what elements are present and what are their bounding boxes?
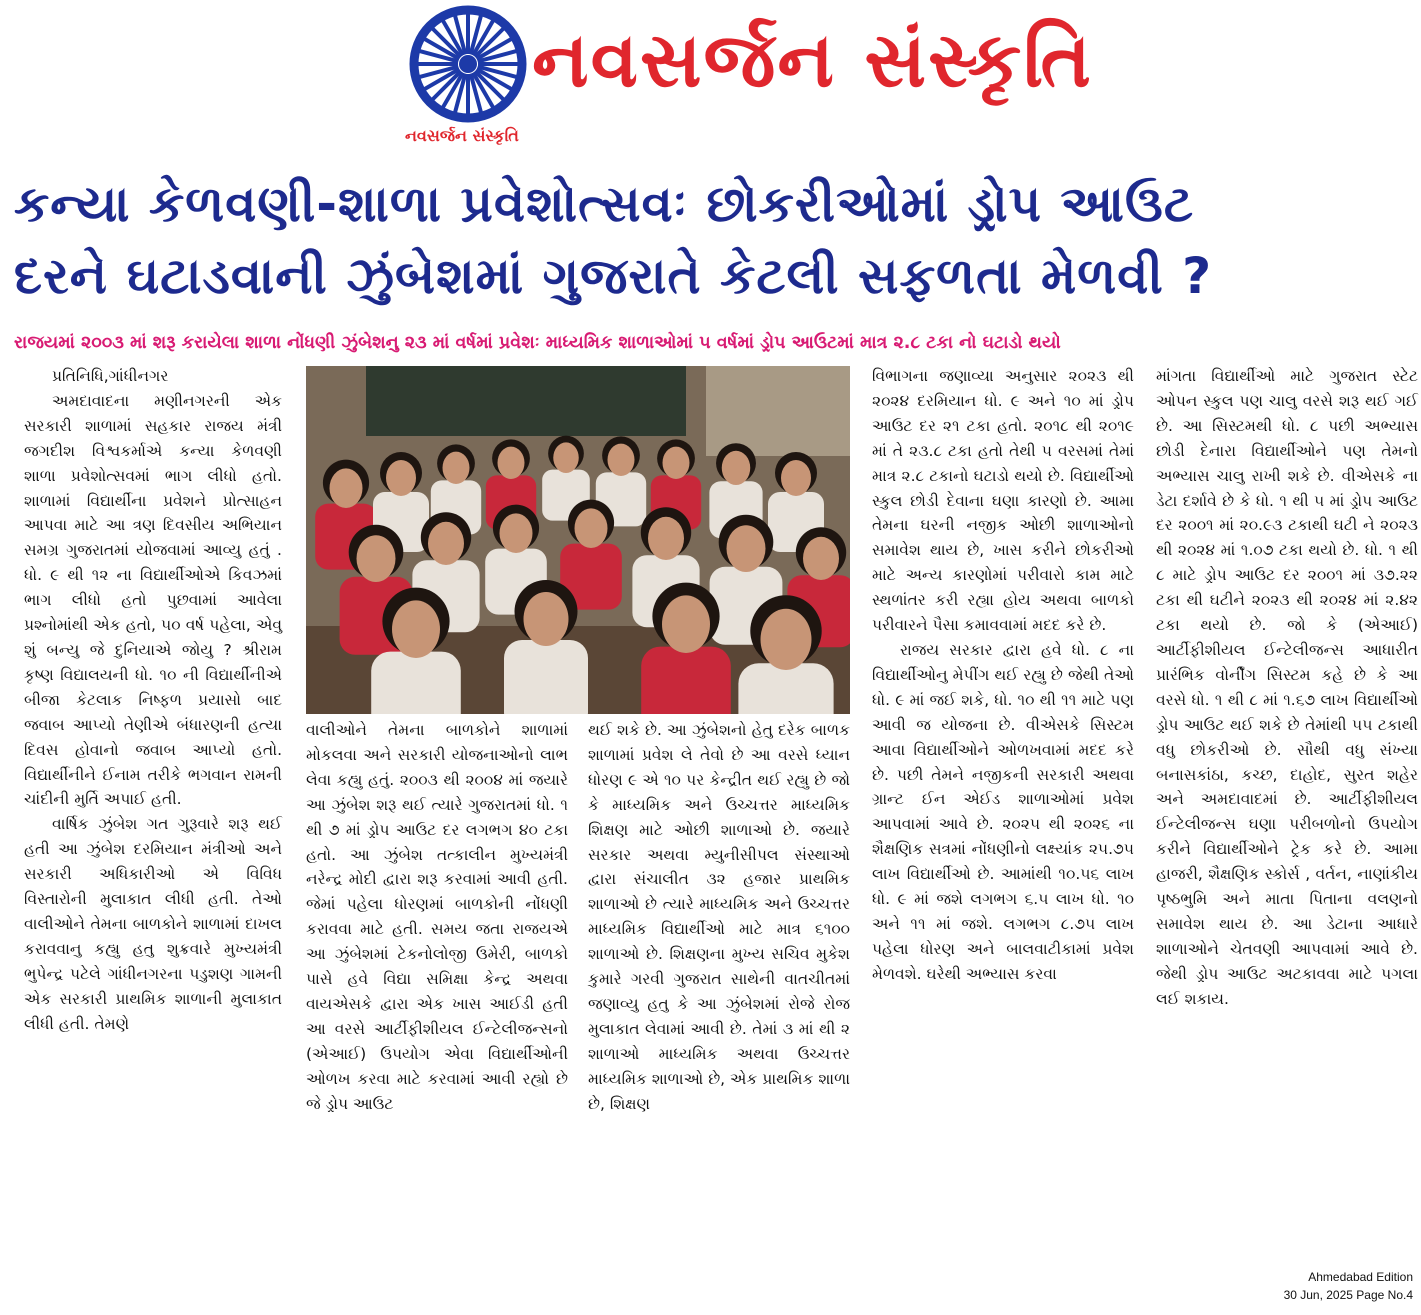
student-face bbox=[443, 452, 470, 484]
student-face bbox=[662, 595, 710, 653]
brand-title: નવસર્જન સંસ્કૃતિ bbox=[532, 15, 1093, 104]
student-face bbox=[803, 537, 839, 580]
paragraph: વાર્ષિક ઝુંબેશ ગત ગુરૂવારે શરૂ થઈ હતી આ ઝુંબેશ દરમિયાન મંત્રીઓ અને સરકારી અધિકારીઓ એ વિવિધ વિસ્તારોની મુલાકાત લીધી હતી. તેઓ વાલીઓને તેમના બાળકોને શાળામાં દાખલ કરાવવાનુ કહ્યુ હતુ શુક્રવારે મુખ્યમંત્રી ભુપેન્દ્ર પટેલે ગાંધીનગરના પડુશણ ગામની એક સરકારી પ્રાથમિક શાળાની મુલાકાત લીધી હતી. તેમણે bbox=[24, 815, 282, 1033]
ashoka-chakra-icon bbox=[408, 4, 528, 124]
headline bbox=[14, 168, 1414, 312]
classroom-students-photo bbox=[306, 366, 850, 714]
paragraph: વિભાગના જણાવ્યા અનુસાર ૨૦૨૩ થી ૨૦૨૪ દરમિયાન ધો. ૯ અને ૧૦ માં ડ્રોપ આઉટ દર ૨૧ ટકા હતો. ૨૦૧૮ થી ૨૦૧૯ માં તે ૨૩.૮ ટકા હતો તેથી ૫ વરસમાં તેમાં માત્ર ૨.૮ ટકાનો ઘટાડો થયો છે. વિદ્યાર્થીઓ સ્કુલ છોડી દેવાના ઘણા કારણો છે. આમા તેમના ઘરની નજીક ઓછી શાળાઓનો સમાવેશ થાય છે, ખાસ કરીને છોકરીઓ માટે અન્ય કારણોમાં પરીવારો કામ માટે સ્થળાંતર કરી રહ્યા હોય અથવા બાળકો પરીવારને પૈસા કમાવવામાં મદદ કરે છે. bbox=[872, 367, 1134, 635]
headline-line-2: દરને ઘટાડવાની ઝુંબેશમાં ગુજરાતે કેટલી સફળતા મેળવી ? bbox=[14, 247, 1213, 305]
student-face bbox=[648, 517, 684, 560]
student-face bbox=[524, 592, 569, 646]
student-body bbox=[371, 652, 461, 714]
student-face bbox=[357, 535, 396, 582]
student-face bbox=[781, 460, 811, 496]
student-body bbox=[504, 640, 588, 714]
paragraph: માંગતા વિદ્યાર્થીઓ માટે ગુજરાત સ્ટેટ ઓપન સ્કુલ પણ ચાલુ વરસે શરૂ થઈ ગઈ છે. આ સિસ્ટમથી ધો. ૮ પછી અભ્યાસ છોડી દેનારા વિદ્યાર્થીઓને પણ તેમનો અભ્યાસ ચાલુ રાખી શકે છે. વીએસકે ના ડેટા દર્શાવે છે કે ધો. ૧ થી ૫ માં ડ્રોપ આઉટ દર ૨૦૦૧ માં ૨૦.૯૩ ટકાથી ઘટી ને ૨૦૨૩ થી ૨૦૨૪ માં ૧.૦૭ ટકા થયો છે. ધો. ૧ થી ૮ માટે ડ્રોપ આઉટ દર ૨૦૦૧ માં ૩૭.૨૨ ટકા થી ઘટીને ૨૦૨૩ થી ૨૦૨૪ માં ૨.૪૨ ટકા થયો છે. જો કે (એઆઈ) આર્ટીફીશીયલ ઈન્ટેલીજન્સ આધારીત પ્રારંભિક વોર્નીંગ સિસ્ટમ કહે છે કે આ વરસે ધો. ૧ થી ૮ માં ૧.૬૭ લાખ વિદ્યાર્થીઓ ડ્રોપ આઉટ થઈ શકે છે તેમાંથી ૫૫ ટકાથી વધુ છોકરીઓ છે. સૌથી વધુ સંખ્યા બનાસકાંઠા, કચ્છ, દાહોદ, સુરત શહેર અને અમદાવાદમાં છે. આર્ટીફીશીયલ ઈન્ટેલીજન્સ ઘણા પરીબળોનો ઉપયોગ કરીને વિદ્યાર્થીઓને ટ્રેક કરે છે. આમા હાજરી, શૈક્ષણિક સ્કોર્સ , વર્તન, નાણાંકીય પૃષ્ઠભુમિ અને માતા પિતાના વલણનો સમાવેશ થાય છે. આ ડેટાના આધારે શાળાઓને ચેતવણી આપવામાં આવે છે. જેથી ડ્રોપ આઉટ અટકાવવા માટે પગલા લઈ શકાય. bbox=[1156, 367, 1418, 1008]
article-column-1 bbox=[24, 364, 282, 1264]
student-body bbox=[738, 663, 833, 714]
article-column-5 bbox=[1156, 364, 1418, 1264]
brand-subtitle: નવસર્જન સંસ્કૃતિ bbox=[405, 126, 519, 145]
student-face bbox=[575, 508, 608, 548]
page-footer bbox=[1284, 1268, 1413, 1304]
paragraph: અમદાવાદના મણીનગરની એક સરકારી શાળામાં સહકાર રાજય મંત્રી જગદીશ વિશ્વકર્માએ કન્યા કેળવણી શાળા પ્રવેશોત્સવમાં ભાગ લીધો હતો. શાળામાં વિદ્યાર્થીના પ્રવેશને પ્રોત્સાહન આપવા માટે આ ત્રણ દિવસીય અભિયાન સમગ્ર ગુજરાતમાં યોજવામાં આવ્યુ હતું . ધો. ૯ થી ૧૨ ના વિદ્યાર્થીઓએ કિવઝમાં ભાગ લીધો હતો પુછવામાં આવેલા પ્રશ્નોમાંથી એક હતો, ૫૦ વર્ષ પહેલા, એવુ શું બન્યુ જે દુનિયાએ જોયુ ? શ્રીરામ કૃષ્ણ વિદ્યાલયની ધો. ૧૦ ની વિદ્યાર્થીનીએ બીજા કેટલાક નિષ્ફળ પ્રયાસો બાદ જવાબ આપ્યો તેણીએ બંધારણની હત્યા દિવસ હોવાનો જવાબ આપ્યો હતો. વિદ્યાર્થીનીને ઈનામ તરીકે ભગવાન રામની ચાંદીની મુર્તિ અપાઈ હતી. bbox=[24, 391, 282, 809]
date-page-label: 30 Jun, 2025 Page No.4 bbox=[1283, 1288, 1413, 1302]
student-face bbox=[608, 444, 635, 476]
student-face bbox=[500, 513, 533, 553]
headline-line-1: કન્યા કેળવણી-શાળા પ્રવેશોત્સવઃ છોકરીઓમાં ડ્રોપ આઉટ bbox=[14, 175, 1194, 233]
student-face bbox=[330, 468, 363, 508]
article-column-3 bbox=[588, 718, 850, 1266]
student-face bbox=[428, 522, 464, 565]
student-face bbox=[761, 609, 812, 670]
paragraph: થઈ શકે છે. આ ઝુંબેશનો હેતુ દરેક બાળક શાળામાં પ્રવેશ લે તેવો છે આ વરસે ધ્યાન ધોરણ ૯ એ ૧૦ પર કેન્દ્રીત થઈ રહ્યુ છે જો કે માધ્યમિક અને ઉચ્ચત્તર માધ્યમિક શિક્ષણ માટે ઓછી શાળાઓ છે. જયારે સરકાર અથવા મ્યુનીસીપલ સંસ્થાઓ દ્વારા સંચાલીત ૩૨ હજાર પ્રાથમિક શાળાઓ છે ત્યારે માધ્યમિક અને ઉચ્ચત્તર માધ્યમિક વિદ્યાર્થીઓ માટે માત્ર ૬૧૦૦ શાળાઓ છે. શિક્ષણના મુખ્ય સચિવ મુકેશ કુમારે ગરવી ગુજરાત સાથેની વાતચીતમાં જણાવ્યુ હતુ કે આ ઝુંબેશમાં રોજે રોજ મુલાકાત લેવામાં આવી છે. તેમાં ૩ માં થી ૨ શાળાઓ માધ્યમિક અથવા ઉચ્ચત્તર માધ્યમિક શાળાઓ છે, એક પ્રાથમિક શાળા છે, શિક્ષણ bbox=[588, 721, 850, 1113]
student-face bbox=[498, 447, 525, 479]
student-face bbox=[386, 460, 416, 496]
paragraph: વાલીઓને તેમના બાળકોને શાળામાં મોકલવા અને સરકારી યોજનાઓનો લાભ લેવા કહ્યુ હતું. ૨૦૦૩ થી ૨૦૦૪ માં જયારે આ ઝુંબેશ શરૂ થઈ ત્યારે ગુજરાતમાં ધો. ૧ થી ૭ માં ડ્રોપ આઉટ દર લગભગ ૪૦ ટકા હતો. આ ઝુંબેશ તત્કાલીન મુખ્યમંત્રી નરેન્દ્ર મોદી દ્વારા શરૂ કરવામાં આવી હતી. જેમાં પહેલા ધોરણમાં બાળકોની નોંધણી કરાવવા માટે હતી. સમય જતા રાજયએ આ ઝુંબેશમાં ટેકનોલોજી ઉમેરી, બાળકો પાસે હવે વિદ્યા સમિક્ષા કેન્દ્ર અથવા વાયએસકે દ્વારા એક ખાસ આઈડી હતી આ વરસે આર્ટીફીશીયલ ઈન્ટેલીજન્સનો (એઆઈ) ઉપયોગ એવા વિદ્યાર્થીઓની ઓળખ કરવા માટે કરવામાં આવી રહ્યો છે જે ડ્રોપ આઉટ bbox=[306, 721, 568, 1113]
student-face bbox=[722, 451, 751, 485]
student-body bbox=[641, 647, 731, 714]
student-face bbox=[553, 442, 579, 473]
paragraph: રાજય સરકાર દ્વારા હવે ધો. ૮ ના વિદ્યાર્થીઓનુ મેપીંગ થઈ રહ્યુ છે જેથી તેઓ ધો. ૯ માં જઈ શકે, ધો. ૧૦ થી ૧૧ માટે પણ આવી જ યોજના છે. વીએસકે સિસ્ટમ આવા વિદ્યાર્થીઓને ઓળખવામાં મદદ કરે છે. પછી તેમને નજીકની સરકારી અથવા ગ્રાન્ટ ઈન એઈડ શાળાઓમાં પ્રવેશ આપવામાં આવે છે. ૨૦૨૫ થી ૨૦૨૬ ના શૈક્ષણિક સત્રમાં નોંધણીનો લક્ષ્યાંક ૨૫.૭૫ લાખ વિદ્યાર્થીઓ છે. આમાંથી ૧૦.૫૬ લાખ ધો. ૯ માં જશે લગભગ ૬.૫ લાખ ધો. ૧૦ અને ૧૧ માં જશે. લગભગ ૮.૭૫ લાખ પહેલા ધોરણ અને બાલવાટીકામાં પ્રવેશ મેળવશે. ઘરેથી અભ્યાસ કરવા bbox=[872, 640, 1134, 983]
student-face bbox=[663, 447, 690, 479]
student-face bbox=[392, 600, 440, 658]
article-column-4 bbox=[872, 364, 1134, 1264]
subheadline: રાજયમાં ૨૦૦૩ માં શરૂ કરાયેલા શાળા નોંધણી ઝુંબેશનુ ૨૩ માં વર્ષમાં પ્રવેશઃ માધ્યમિક શાળાઓમાં ૫ વર્ષમાં ડ્રોપ આઉટમાં માત્ર ૨.૮ ટકા નો ઘટાડો થયો bbox=[14, 333, 1061, 353]
byline: પ્રતિનિધિ,ગાંધીનગર bbox=[52, 367, 169, 385]
masthead bbox=[0, 0, 1421, 160]
student-face bbox=[727, 525, 766, 572]
article-column-2 bbox=[306, 718, 568, 1266]
edition-label: Ahmedabad Edition bbox=[1308, 1270, 1413, 1284]
